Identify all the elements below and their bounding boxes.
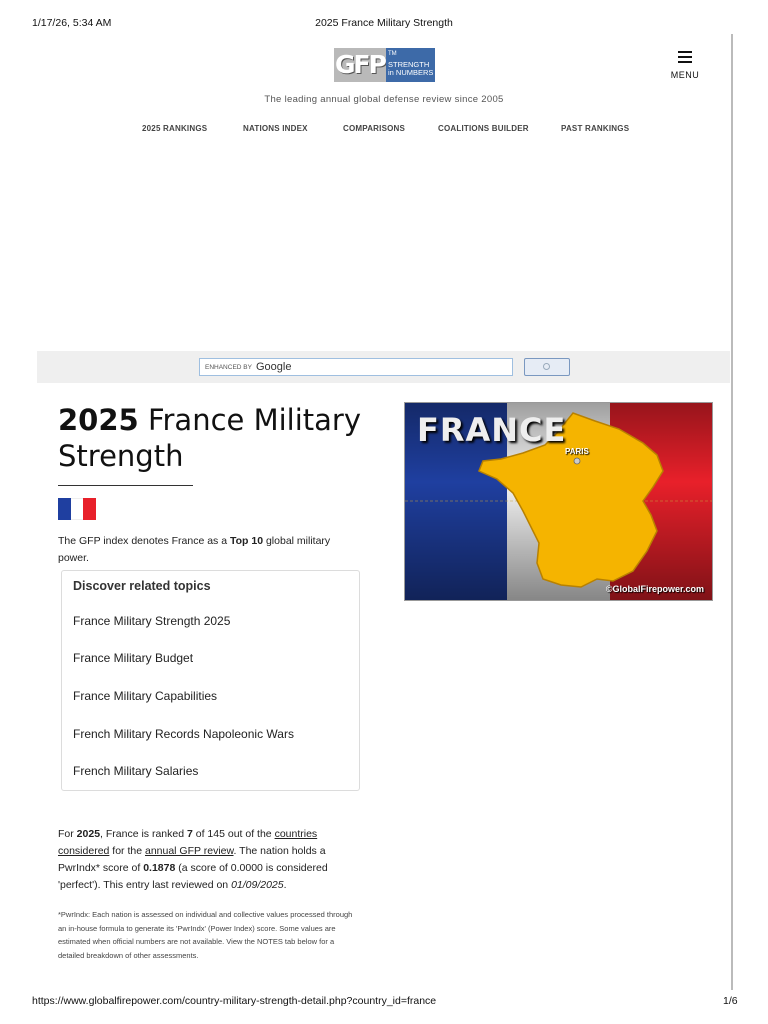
- page-title-year: 2025: [58, 403, 139, 437]
- menu-button[interactable]: [669, 48, 701, 80]
- related-topic-item[interactable]: French Military Records Napoleonic Wars: [73, 727, 294, 741]
- logo-tm: TM: [388, 51, 397, 57]
- france-flag-icon: [58, 498, 96, 520]
- gfp-logo[interactable]: [334, 48, 435, 82]
- pwrindx-note: *PwrIndx: Each nation is assessed on individual and collective values processed through an in-house formula to generate its 'PwrIndx' (Power Index) score. Some values are estimated when official numbers are not available. View the NOTES tab below for a detailed breakdown of other assessments.: [58, 910, 353, 960]
- related-topic-item[interactable]: French Military Salaries: [73, 764, 199, 778]
- countries-considered-link[interactable]: countries considered: [58, 828, 318, 857]
- site-tagline: The leading annual global defense review since 2005: [264, 94, 504, 105]
- france-map-image: [404, 402, 713, 601]
- page-title: [58, 402, 388, 474]
- main-nav: [0, 124, 768, 136]
- related-topic-item[interactable]: France Military Capabilities: [73, 689, 218, 703]
- menu-label: MENU: [670, 70, 700, 80]
- related-topics-box: [61, 570, 360, 791]
- print-url: https://www.globalfirepower.com/country-military-strength-detail.php?country_id=france: [32, 995, 437, 1007]
- annual-gfp-review-link[interactable]: annual GFP review: [144, 845, 234, 857]
- search-enhanced-label: ENHANCED BY: [205, 363, 252, 371]
- search-button[interactable]: [524, 358, 570, 376]
- related-topics-heading: Discover related topics: [73, 579, 211, 593]
- nav-past-rankings[interactable]: PAST RANKINGS: [561, 124, 630, 133]
- google-brand: Google: [255, 361, 292, 373]
- search-input[interactable]: [199, 358, 513, 376]
- nav-2025-rankings[interactable]: 2025 RANKINGS: [142, 124, 208, 133]
- search-icon: [543, 363, 550, 370]
- map-title: FRANCE: [417, 411, 567, 449]
- related-topic-item[interactable]: France Military Budget: [73, 651, 194, 665]
- logo-tagline: STRENGTH in NUMBERS: [388, 60, 434, 77]
- print-page-number: 1/6: [723, 995, 738, 1007]
- title-underline: [58, 485, 193, 486]
- nav-coalitions-builder[interactable]: COALITIONS BUILDER: [438, 124, 529, 133]
- page-divider: [731, 34, 733, 990]
- ranking-summary: For 2025, France is ranked 7 of 145 out of the countries considered for the annual GFP review. The nation holds a PwrIndx* score of 0.1878 (a score of 0.0000 is considered 'perfect'). This entry last reviewed on 01/09/2025.: [58, 828, 328, 891]
- intro-text: The GFP index denotes France as a Top 10 global military power.: [58, 535, 331, 564]
- print-doc-title: 2025 France Military Strength: [315, 17, 453, 29]
- nav-nations-index[interactable]: NATIONS INDEX: [243, 124, 308, 133]
- nav-comparisons[interactable]: COMPARISONS: [343, 124, 406, 133]
- print-datetime: 1/17/26, 5:34 AM: [32, 17, 112, 29]
- related-topic-item[interactable]: France Military Strength 2025: [73, 614, 231, 628]
- logo-letters: GFP: [334, 48, 386, 82]
- map-city-label: PARIS: [565, 447, 589, 456]
- page-title-text: France Military Strength: [58, 403, 362, 473]
- map-watermark: ©GlobalFirepower.com: [605, 584, 704, 594]
- hamburger-icon: [669, 51, 701, 63]
